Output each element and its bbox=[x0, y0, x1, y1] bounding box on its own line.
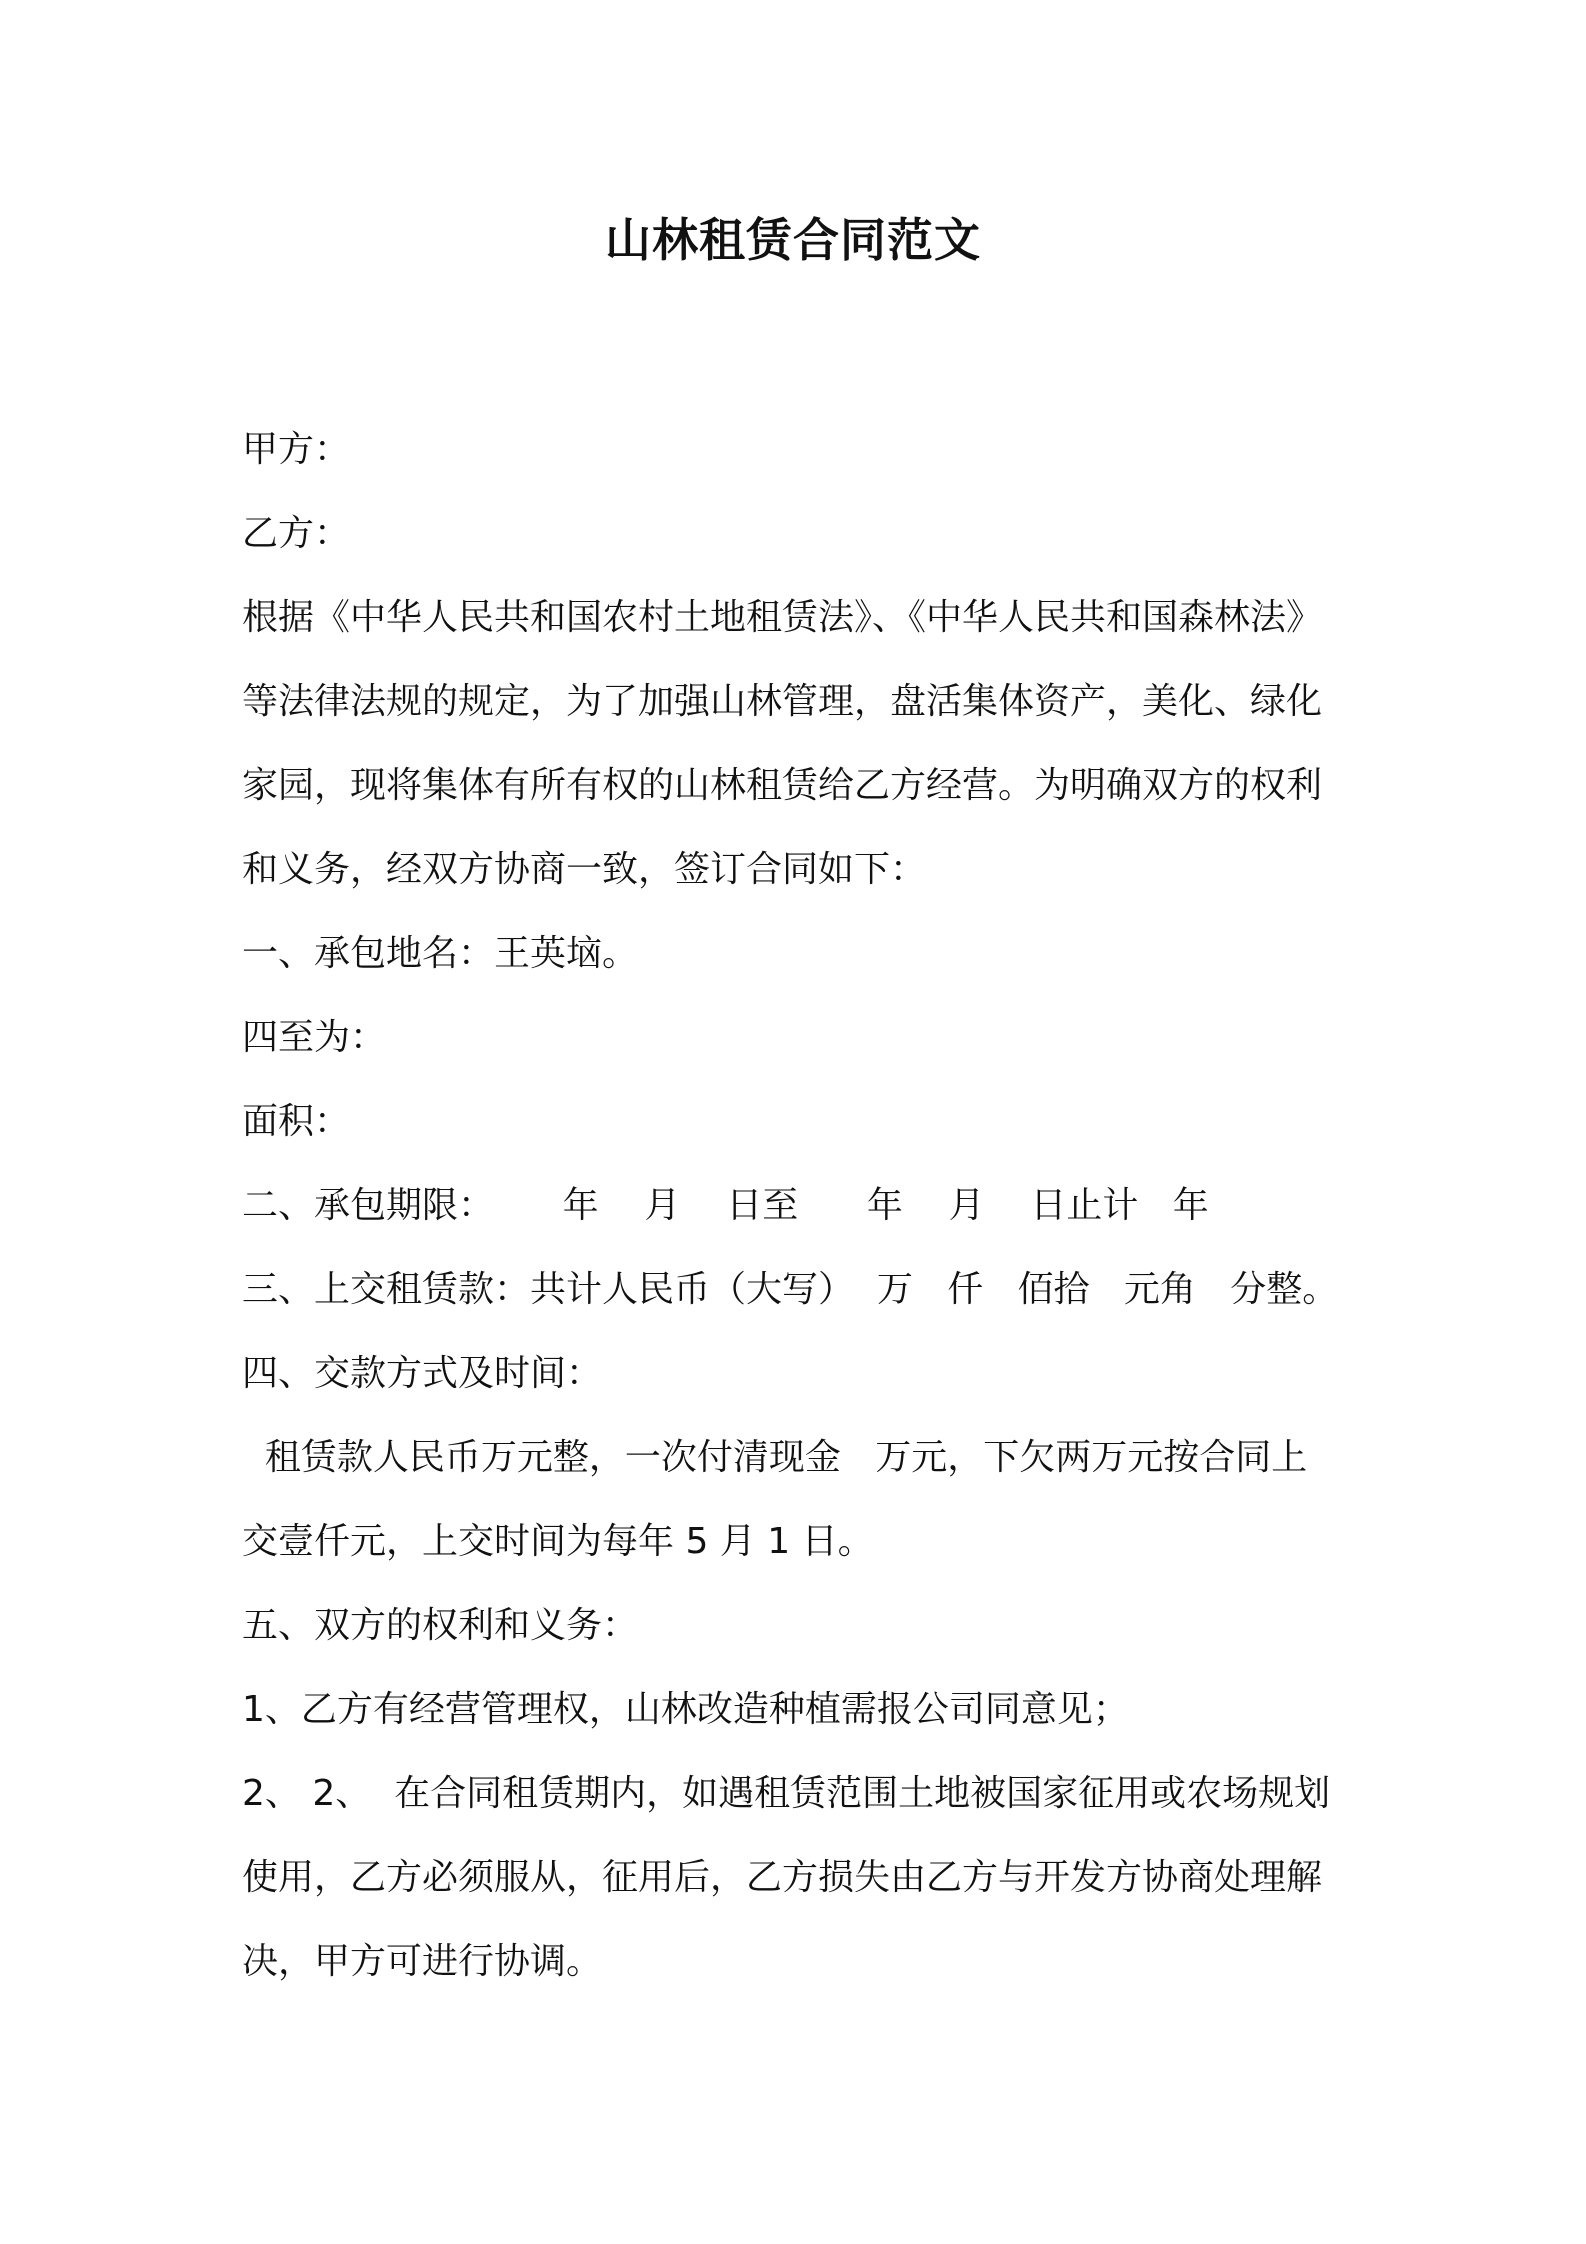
clause-location: 一、承包地名：王英垴。 bbox=[242, 933, 639, 974]
preamble-line: 家园，现将集体有所有权的山林租赁给乙方经营。为明确双方的权利 bbox=[242, 765, 1323, 806]
clause-rights-item: 使用，乙方必须服从，征用后，乙方损失由乙方与开发方协商处理解 bbox=[242, 1857, 1323, 1898]
clause-rights-item: 决，甲方可进行协调。 bbox=[242, 1941, 603, 1982]
clause-rent: 三、上交租赁款：共计人民币（大写） 万 仟 佰拾 元角 分整。 bbox=[242, 1269, 1339, 1310]
clause-payment-text: 租赁款人民币万元整，一次付清现金 万元，下欠两万元按合同上 bbox=[242, 1437, 1308, 1478]
clause-area: 面积： bbox=[242, 1101, 351, 1142]
clause-rights-heading: 五、双方的权利和义务： bbox=[242, 1605, 639, 1646]
clause-rights-item: 1、乙方有经营管理权，山林改造种植需报公司同意见； bbox=[242, 1689, 1129, 1730]
party-a-line: 甲方： bbox=[242, 429, 351, 470]
clause-rights-item: 2、 2、 在合同租赁期内，如遇租赁范围土地被国家征用或农场规划 bbox=[242, 1773, 1331, 1814]
clause-term: 二、承包期限： 年 月 日至 年 月 日止计 年 bbox=[242, 1185, 1209, 1226]
clause-payment-text: 交壹仟元，上交时间为每年 5 月 1 日。 bbox=[242, 1521, 874, 1562]
preamble-line: 等法律法规的规定，为了加强山林管理，盘活集体资产，美化、绿化 bbox=[242, 681, 1323, 722]
document-title: 山林租赁合同范文 bbox=[605, 213, 981, 267]
clause-boundaries: 四至为： bbox=[242, 1017, 387, 1058]
clause-payment-heading: 四、交款方式及时间： bbox=[242, 1353, 603, 1394]
document-body bbox=[242, 408, 1362, 2004]
preamble-line: 和义务，经双方协商一致，签订合同如下： bbox=[242, 849, 927, 890]
party-b-line: 乙方： bbox=[242, 513, 351, 554]
preamble-line: 根据《中华人民共和国农村土地租赁法》、《中华人民共和国森林法》 bbox=[242, 597, 1323, 638]
